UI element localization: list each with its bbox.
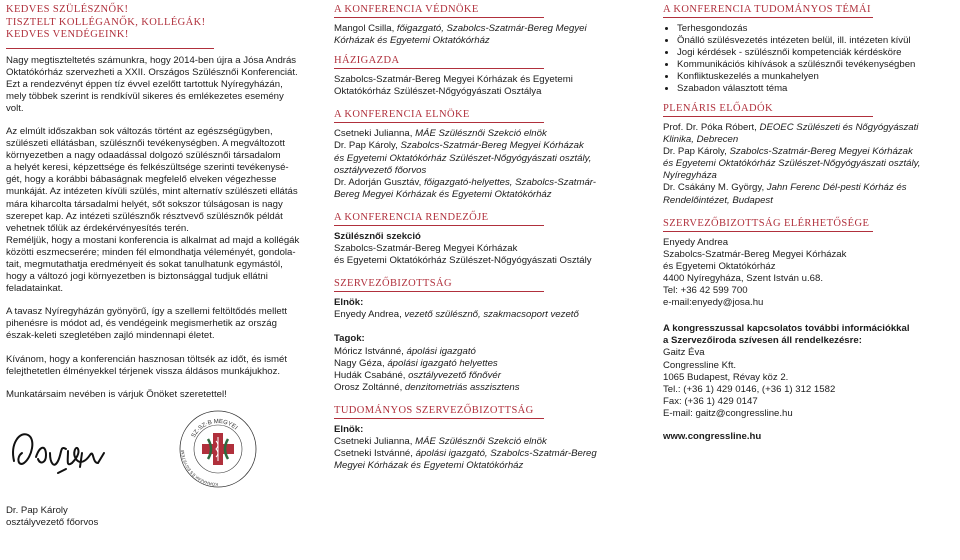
seal-ring-text: KÓRHÁZAK ÉS EGYETEMI — [180, 449, 219, 487]
signer-name: Dr. Pap Károly — [6, 504, 68, 516]
text-line: A tavasz Nyíregyházán gyönyörű, így a szellemi feltöltődés mellett — [6, 306, 288, 318]
text-line: Enyedy Andrea, vezető szülésznő, szakmacsoport vezető — [334, 309, 579, 321]
text-line: és Egyetemi Oktatókórház Szülészet-Nőgyógyászati osztály, — [663, 158, 921, 170]
email-text: e-mail:enyedy@josa.hu — [663, 297, 764, 309]
closing-line: Munkatársaim nevében is várjuk Önöket szeretettel! — [6, 388, 227, 400]
divider — [663, 116, 873, 117]
text-line: Ezt a rendezvényt éppen tíz évvel ezelőtt tartottuk Nyíregyházán, — [6, 78, 283, 90]
section-heading: A KONFERENCIA VÉDNÖKE — [334, 4, 479, 15]
text-line: mely többek szerint is rendkívül sikeres és emlékezetes esemény — [6, 90, 284, 102]
website-link[interactable]: www.congressline.hu — [663, 430, 762, 442]
greeting — [6, 4, 306, 42]
divider — [334, 122, 544, 123]
text-line: környezetben a nagy odaadással dolgozó szülésznői társadalom — [6, 150, 281, 162]
text-line: közötti eszmecserére; minden fél elmondhatja véleményét, gondola- — [6, 246, 296, 258]
text-line: a Szervezőiroda szívesen áll rendelkezésre: — [663, 335, 862, 347]
text-line: és Egyetemi Oktatókórház Szülészet-Nőgyógyászati Osztály — [334, 255, 592, 267]
list-item: • Terhesgondozás — [677, 23, 955, 35]
text-line: Dr. Pap Károly, Szabolcs-Szatmár-Bereg Megyei Kórházak — [334, 140, 584, 152]
text-line: Tel: +36 42 599 700 — [663, 285, 748, 297]
divider — [663, 17, 873, 18]
email-text: E-mail: gaitz@congressline.hu — [663, 407, 793, 419]
section-heading: A KONFERENCIA TUDOMÁNYOS TÉMÁI — [663, 4, 871, 15]
text-line: szülészeti ellátásban, szülésznői tevékenységben. A megváltozott — [6, 138, 285, 150]
text-line: osztályvezető főorvos — [334, 164, 427, 176]
divider — [334, 225, 544, 226]
text-line: hogy a változó jogi környezetben is biztonsággal tudjuk ellátni — [6, 271, 268, 283]
text-line: Az elmúlt időszakban sok változás történt az egészségügyben, — [6, 125, 273, 137]
text-line: Csetneki Julianna, MÁE Szülésznői Szekció elnök — [334, 128, 547, 140]
text-line: feladatainkat. — [6, 283, 64, 295]
text-line: Prof. Dr. Póka Róbert, DEOEC Szülészeti és Nőgyógyászati — [663, 122, 919, 133]
divider — [6, 48, 214, 49]
text-line: A kongresszussal kapcsolatos további információkkal — [663, 323, 910, 335]
text-line: volt. — [6, 102, 24, 114]
text-line: a helyét keresi, képzettsége és felkészültsége szerinti tevékenysé- — [6, 162, 289, 174]
text-line: szerepet kap. Az intézeti szülésznők résztvevő szülésznők példát — [6, 210, 283, 222]
text-line: Tel.: (+36 1) 429 0146, (+36 1) 312 1582 — [663, 383, 836, 395]
committee-text — [334, 297, 624, 394]
contact-block — [663, 237, 955, 310]
text-line: Oktatókórház szervezheti a XXII. Országos Szülésznői Konferenciát. — [6, 66, 298, 78]
text-line: Szabolcs-Szatmár-Bereg Megyei Kórházak — [334, 243, 518, 255]
scientific-committee-text — [334, 424, 624, 472]
host-text — [334, 74, 624, 98]
plenary-speakers — [663, 122, 955, 207]
text-line: Dr. Adorján Gusztáv, főigazgató-helyettes, Szabolcs-Szatmár- — [334, 176, 596, 188]
text-line: és Egyetemi Oktatókórház — [663, 260, 776, 272]
chair-label: Elnök: — [334, 423, 364, 435]
text-line: felejthetetlen élményekkel térjenek vissza áldásos munkájukhoz. — [6, 365, 281, 377]
greeting-line: TISZTELT KOLLÉGANŐK, KOLLÉGÁK! — [6, 16, 206, 28]
hospital-seal — [178, 409, 258, 489]
divider — [663, 231, 873, 232]
text-line: Móricz Istvánné, ápolási igazgató — [334, 345, 476, 357]
section-heading: A KONFERENCIA ELNÖKE — [334, 109, 470, 121]
text-line: mára kiharcolta társadalmi helyét, sőt sokszor túlságosan is nagy — [6, 198, 283, 210]
list-item: • Jogi kérdések - szülésznői kompetenciák kérdésköre — [677, 47, 955, 59]
section-heading: A KONFERENCIA RENDEZŐJE — [334, 211, 489, 223]
text-line: Nagy Géza, ápolási igazgató helyettes — [334, 357, 498, 369]
text-line: észak-keleti szegletében zajló mindennapi életet. — [6, 330, 215, 342]
text-line: munkáját. Az intézeten kívüli szülés, mint alternatív szülészeti ellátás — [6, 186, 298, 198]
text-line: Nagy megtiszteltetés számunkra, hogy 2014-ben újra a Jósa András — [6, 54, 297, 66]
section-heading: HÁZIGAZDA — [334, 55, 400, 67]
greeting-line: KEDVES SZÜLÉSZNŐK! — [6, 4, 129, 15]
section-heading: SZERVEZŐBIZOTTSÁG ELÉRHETŐSÉGE — [663, 217, 870, 229]
topics-list — [663, 23, 955, 95]
text-line: 1065 Budapest, Révay köz 2. — [663, 371, 789, 383]
welcome-column — [6, 0, 306, 529]
organizer-name: Szülésznői szekció — [334, 230, 421, 242]
text-line: gét, hogy a korábbi bábaságnak megfelelő elveken végezhesse — [6, 174, 277, 186]
text-line: Nyíregyháza — [663, 170, 717, 182]
text-line: Csetneki Julianna, MÁE Szülésznői Szekció elnök — [334, 435, 547, 447]
list-item: • Kommunikációs kihívások a szülésznői tevékenységben — [677, 59, 955, 71]
spring-paragraph — [6, 306, 306, 342]
text-line: vehetnek tőlük az érdekérvényesítés terén. — [6, 222, 189, 234]
divider — [334, 17, 544, 18]
text-line: Reméljük, hogy a mostani konferencia is alkalmat ad majd a kollégák — [6, 234, 300, 246]
text-line: Kívánom, hogy a konferencián hasznosan töltsék az időt, és ismét — [6, 353, 288, 365]
wish-paragraph — [6, 354, 306, 378]
text-line: Mangol Csilla, főigazgató, Szabolcs-Szatmár-Bereg Megyei — [334, 23, 587, 34]
section-heading: PLENÁRIS ELŐADÓK — [663, 103, 773, 114]
signature-block — [6, 413, 306, 505]
text-line: Dr. Csákány M. György, Jahn Ferenc Dél-pesti Kórház és — [663, 182, 907, 194]
divider — [334, 418, 544, 419]
section-heading: TUDOMÁNYOS SZERVEZŐBIZOTTSÁG — [334, 404, 534, 416]
greeting-line: KEDVES VENDÉGEINK! — [6, 29, 129, 40]
chair-label: Elnök: — [334, 297, 364, 309]
text-line: Kórházak és Egyetemi Oktatókórház — [334, 35, 490, 47]
text-line: Csetneki Istvánné, ápolási igazgató, Szabolcs-Szatmár-Bereg — [334, 448, 597, 460]
text-line: tait, megmutathatja eredményeit és sokat tanulhatunk egymástól, — [6, 259, 283, 270]
text-line: pihenésre is módot ad, és vendégeink megismerhetik az ország — [6, 318, 277, 330]
text-line: Fax: (+36 1) 429 0147 — [663, 395, 758, 407]
patron-text — [334, 23, 624, 47]
divider — [334, 68, 544, 69]
text-line: Szabolcs-Szatmár-Bereg Megyei Kórházak — [663, 248, 847, 260]
text-line: Megyei Kórházak és Egyetemi Oktatókórház — [334, 460, 524, 472]
text-line: Oktatókórház Szülészet-Nőgyógyászati Osztálya — [334, 86, 542, 98]
text-line: Enyedy Andrea — [663, 236, 729, 248]
text-line: Rendelőintézet, Budapest — [663, 194, 773, 206]
text-line: Orosz Zoltánné, denzitometriás asszisztens — [334, 381, 520, 393]
organizer-text — [334, 231, 624, 267]
text-line: 4400 Nyíregyháza, Szent István u.68. — [663, 272, 823, 284]
body-paragraph — [6, 126, 306, 295]
text-line: Bereg Megyei Kórházak és Egyetemi Oktatókórház — [334, 188, 552, 200]
list-item: • Szabadon választott téma — [677, 83, 955, 95]
signer-title: osztályvezető főorvos — [6, 516, 99, 528]
divider — [334, 291, 544, 292]
text-line: és Egyetemi Oktatókórház Szülészet-Nőgyógyászati osztály, — [334, 152, 592, 164]
intro-paragraph — [6, 55, 306, 115]
text-line: Congressline Kft. — [663, 359, 737, 371]
seal-top-text: SZ·SZ·B MEGYEI — [190, 418, 239, 439]
text-line: Gaitz Éva — [663, 347, 705, 359]
topics-column — [663, 0, 955, 443]
president-text — [334, 128, 624, 201]
list-item: • Önálló szülésvezetés intézeten belül, ill. intézeten kívül — [677, 35, 955, 47]
text-line: Szabolcs-Szatmár-Bereg Megyei Kórházak és Egyetemi — [334, 74, 573, 86]
organizers-column — [334, 0, 624, 472]
bureau-block — [663, 323, 955, 420]
section-heading: SZERVEZŐBIZOTTSÁG — [334, 278, 452, 290]
list-item: • Konfliktuskezelés a munkahelyen — [677, 71, 955, 83]
members-label: Tagok: — [334, 333, 365, 345]
text-line: Klinika, Debrecen — [663, 134, 739, 146]
text-line: Hudák Csabáné, osztályvezető főnővér — [334, 369, 501, 381]
text-line: Dr. Pap Károly, Szabolcs-Szatmár-Bereg Megyei Kórházak — [663, 146, 913, 158]
signature-image — [6, 423, 116, 483]
